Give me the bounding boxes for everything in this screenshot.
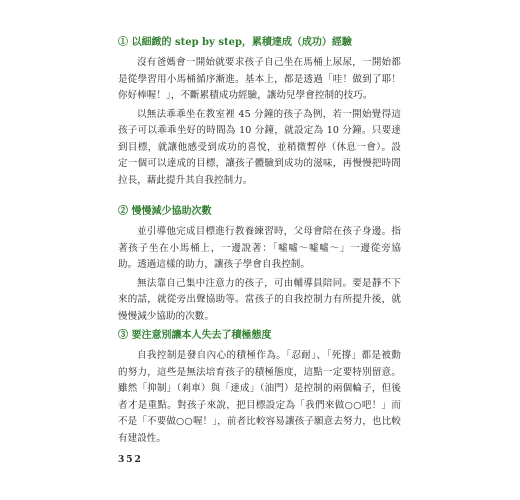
page-number: 352 [118,455,143,465]
section-step-by-step [118,36,401,189]
section-heading: ② 慢慢減少協助次數 [118,206,212,217]
section-positive-attitude [118,329,401,447]
paragraph: 並引導他完成目標進行教養練習時，父母會陪在孩子身邊。指著孩子坐在小馬桶上，一邊說著：「噓噓～噓噓～」一邊從旁協助。透過這樣的助力，讓孩子學會自我控制。 [118,226,401,270]
section-heading: ① 以細緻的 step by step，累積達成（成功）經驗 [118,37,352,48]
paragraph: 沒有爸媽會一開始就要求孩子自己坐在馬桶上尿尿，一開始都是從學習用小馬桶循序漸進。基本上，都是透過「哇！做到了耶！你好棒喔！」，不斷累積成功經驗，讓幼兒學會控制的技巧。 [118,57,401,101]
section-reduce-assistance [118,205,401,325]
section-heading: ③ 要注意別讓本人失去了積極態度 [118,330,272,341]
paragraph: 自我控制是發自內心的積極作為。「忍耐」、「死撐」都是被動的努力，這些是無法培育孩子的積極態度，這點一定要特別留意。雖然「抑制」（剎車）與「達成」（油門）是控制的兩個輪子，但後者才是重點。對孩子來說，把目標設定為「我們來做○○吧！」而不是「不要做○○喔！」，前者比較容易讓孩子願意去努力，也比較有建設性。 [118,350,401,444]
paragraph: 無法靠自己集中注意力的孩子，可由輔導員陪同。要是靜不下來的話，就從旁出聲協助等。當孩子的自我控制力有所提升後，就慢慢減少協助的次數。 [118,277,401,322]
paragraph: 以無法乖乖坐在教室裡 45 分鐘的孩子為例，若一開始覺得這孩子可以乖乖坐好的時間為 10 分鐘，就設定為 10 分鐘。只要達到目標，就讓他感受到成功的喜悅，並稍微暫停（休息一會）。設定一個可以達成的目標，讓孩子體驗到成功的滋味，再慢慢把時間拉長，藉此提升其自我控制力。 [118,108,401,186]
